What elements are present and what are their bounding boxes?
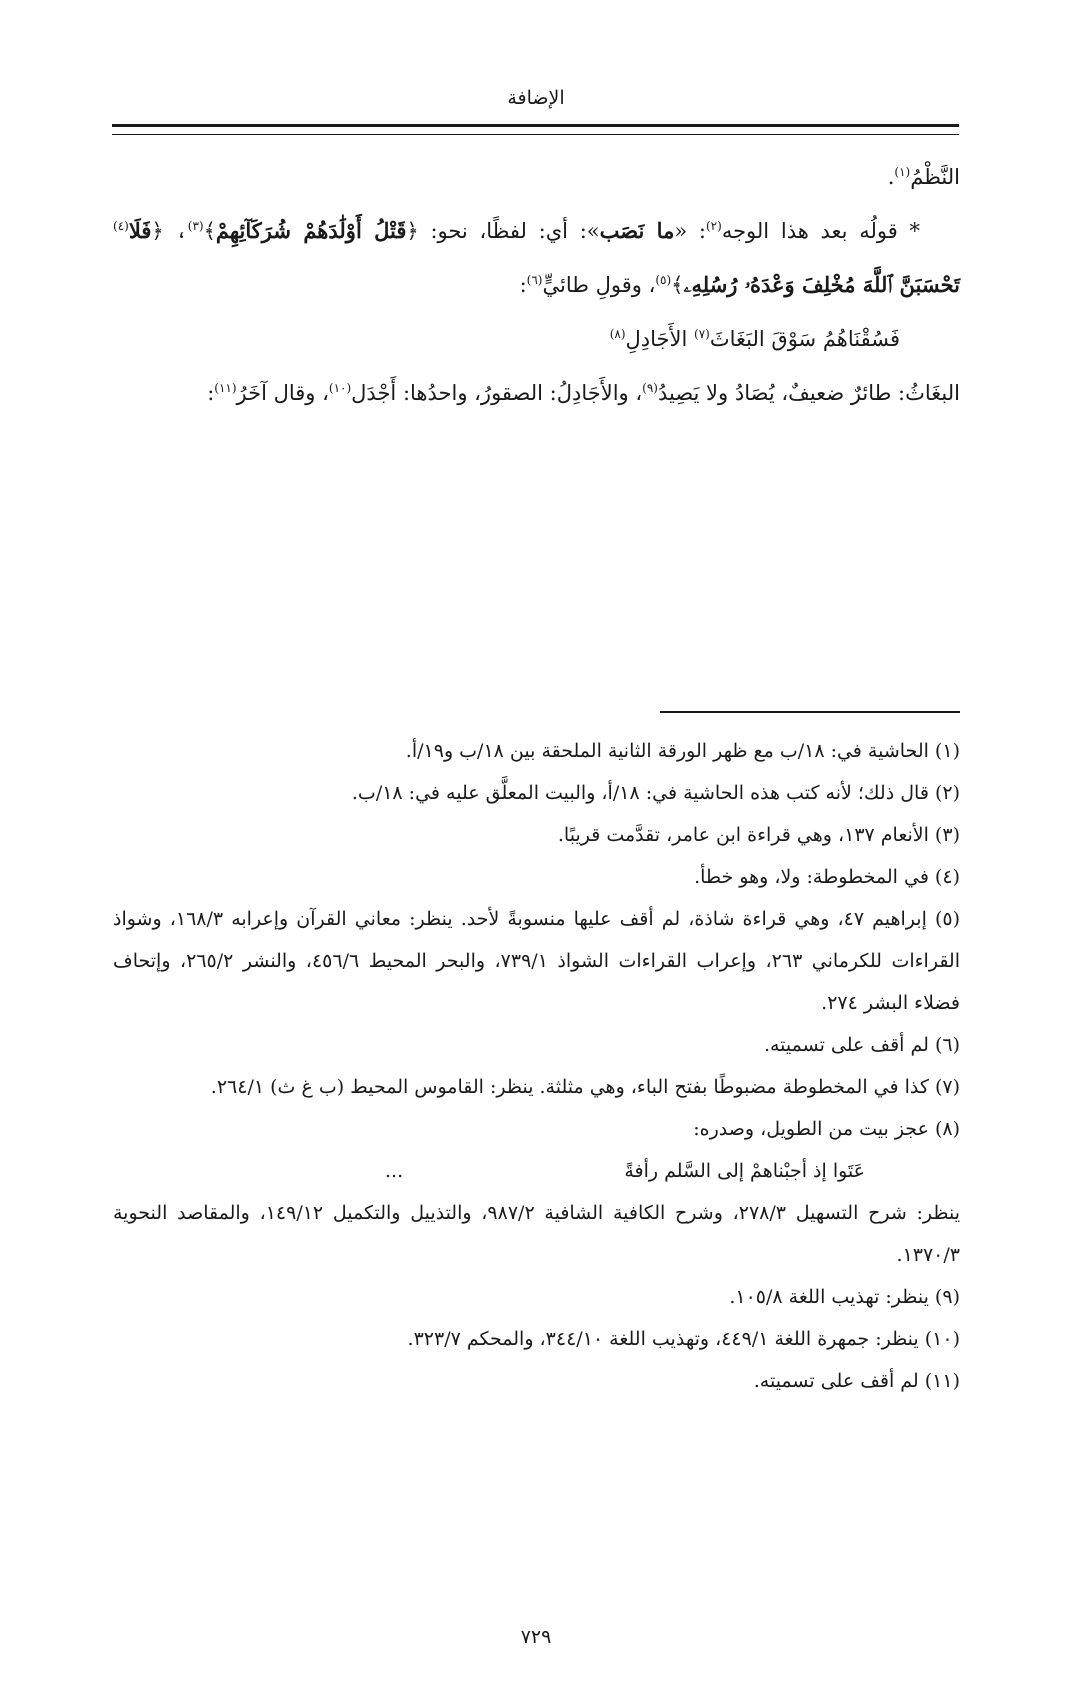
header-rule-thin [112, 134, 959, 135]
quoted-term: ما نَصَب [599, 218, 675, 243]
quran-quote-2a: فَلَا [128, 218, 152, 243]
quran-quote-1: قَتْلُ أَوْلَٰدَهُمْ شُرَكَآئِهِمْ [215, 218, 407, 243]
footnote-ref-7[interactable]: (٧) [694, 327, 710, 341]
page-number: ٧٢٩ [520, 1626, 552, 1648]
footnote-11: (١١) لم أقف على تسميته. [753, 1370, 960, 1392]
main-text [113, 150, 960, 420]
quran-quote-2b: تَحْسَبَنَّ ٱللَّهَ مُخْلِفَ وَعْدَهُۥ رُسُلِهِۦ [683, 272, 960, 297]
paragraph-wajh: * قولُه بعد هذا الوجه$^{(٢)}$: «ما نَصَب»: أي: لفظًا، نحو: ﴿قَتْلُ أَوْلَٰدَهُمْ شُرَكَآئِهِمْ﴾$^{(٣)}$، ﴿فَلَا$^{(٤)}$ تَحْسَبَنَّ ٱللَّهَ مُخْلِفَ وَعْدَهُۥ رُسُلِهِۦ﴾$^{(٥)}$، وقولِ طائيٍّ$^{(٦)}$: [113, 218, 960, 297]
footnote-3: (٣) الأنعام ١٣٧، وهي قراءة ابن عامر، تقدَّمت قريبًا. [557, 824, 960, 846]
footnote-8-sources: ينظر: شرح التسهيل ٢٧٨/٣، وشرح الكافية الشافية ٩٨٧/٢، والتذييل والتكميل ١٤٩/١٢، والمقاصد النحوية ١٣٧٠/٣. [113, 1202, 960, 1266]
running-head: الإضافة [507, 87, 565, 109]
footnote-ref-8[interactable]: (٨) [609, 327, 626, 341]
footnote-ref-4[interactable]: (٤) [113, 219, 129, 233]
paragraph-bughath: البغَاثُ: طائرٌ ضعيفٌ، يُصَادُ ولا يَصِيدُ$^{(٩)}$، والأَجَادِلُ: الصقورُ، واحدُها: أَجْدَل$^{(١٠)}$، وقال آخَرُ$^{(١١)}$: [207, 381, 960, 405]
footnote-ref-1[interactable]: (١) [894, 165, 911, 179]
footnote-separator [660, 711, 960, 713]
footnote-8-verse: عَتَوا إذ أجبْناهمْ إلى السَّلم رأفةً ... [385, 1160, 865, 1182]
footnote-4: (٤) في المخطوطة: ولا، وهو خطأ. [694, 866, 960, 888]
footnote-6: (٦) لم أقف على تسميته. [763, 1034, 960, 1056]
footnote-7: (٧) كذا في المخطوطة مضبوطًا بفتح الباء، وهي مثلثة. ينظر: القاموس المحيط (ب غ ث) ٢٦٤/١. [210, 1076, 960, 1098]
footnote-ref-10[interactable]: (١٠) [328, 381, 352, 395]
footnote-2: (٢) قال ذلك؛ لأنه كتب هذه الحاشية في: ١٨/أ، والبيت المعلَّق عليه في: ١٨/ب. [351, 782, 960, 804]
footnote-ref-2[interactable]: (٢) [705, 219, 722, 233]
header-rule-thick [112, 124, 959, 127]
verse-line: فَسُقْنَاهُمُ سَوْقَ البَغَاثَ$^{(٧)}$ الأَجَادِلِ$^{(٨)}$ [609, 327, 900, 351]
footnote-8: (٨) عجز بيت من الطويل، وصدره: [693, 1118, 960, 1140]
footnote-9: (٩) ينظر: تهذيب اللغة ١٠٥/٨. [729, 1286, 960, 1308]
footnote-ref-5[interactable]: (٥) [655, 273, 672, 287]
footnote-ref-11[interactable]: (١١) [214, 381, 237, 395]
footnote-1: (١) الحاشية في: ١٨/ب مع ظهر الورقة الثانية الملحقة بين ١٨/ب و١٩/أ. [405, 740, 960, 762]
footnote-10: (١٠) ينظر: جمهرة اللغة ٤٤٩/١، وتهذيب اللغة ٣٤٤/١٠، والمحكم ٣٢٣/٧. [407, 1328, 960, 1350]
footnote-5: (٥) إبراهيم ٤٧، وهي قراءة شاذة، لم أقف عليها منسوبةً لأحد. ينظر: معاني القرآن وإعرابه ١٦٨/٣، وشواذ القراءات للكرماني ٢٦٣، وإعراب القراءات الشواذ ٧٣٩/١، والبحر المحيط ٤٥٦/٦، والنشر ٢٦٥/٢، وإتحاف فضلاء البشر ٢٧٤. [113, 908, 960, 1014]
footnote-ref-9[interactable]: (٩) [642, 381, 658, 395]
line-nazm: النَّظْمُ$^{(١)}$. [887, 165, 960, 189]
footnotes [113, 730, 960, 1402]
footnote-ref-3[interactable]: (٣) [187, 219, 204, 233]
footnote-ref-6[interactable]: (٦) [526, 273, 543, 287]
